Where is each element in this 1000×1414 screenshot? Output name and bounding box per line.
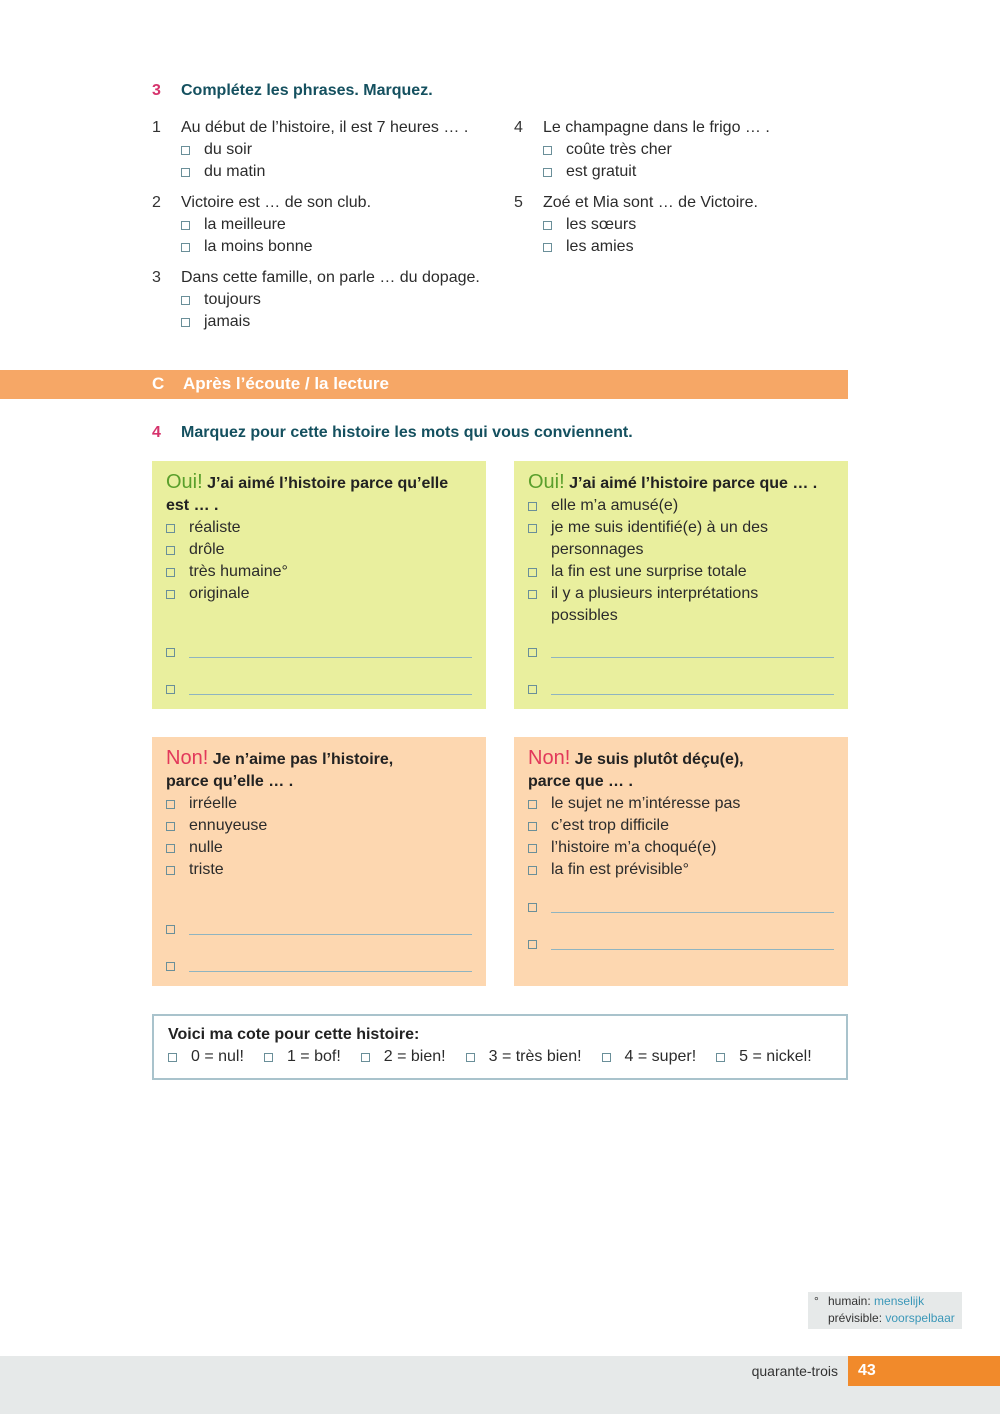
card-heading-text: Je n’aime pas l’histoire, parce qu’elle … . bbox=[166, 751, 394, 790]
card-heading-text: J’ai aimé l’histoire parce que … . bbox=[564, 475, 818, 492]
checkbox[interactable] bbox=[166, 962, 175, 971]
exercise-title: Marquez pour cette histoire les mots qui vous conviennent. bbox=[181, 424, 633, 441]
footnote-word: humain: bbox=[828, 1294, 871, 1308]
section-title: Après l’écoute / la lecture bbox=[183, 374, 389, 393]
question-text: Victoire est … de son club. bbox=[181, 194, 372, 211]
option-label: est gratuit bbox=[566, 163, 637, 180]
question-number: 3 bbox=[152, 269, 161, 286]
option-label: 0 = nul! bbox=[191, 1048, 244, 1065]
write-in-option[interactable] bbox=[166, 644, 472, 658]
oui-label: Oui! bbox=[166, 471, 203, 493]
question-number: 4 bbox=[514, 119, 523, 136]
question-2 bbox=[152, 192, 492, 258]
checkbox[interactable] bbox=[528, 648, 537, 657]
option[interactable] bbox=[181, 311, 502, 333]
checkbox[interactable] bbox=[528, 940, 537, 949]
checkbox[interactable] bbox=[181, 146, 190, 155]
option[interactable] bbox=[543, 236, 834, 258]
checkbox[interactable] bbox=[543, 146, 552, 155]
checkbox[interactable] bbox=[543, 168, 552, 177]
write-in-line[interactable] bbox=[551, 911, 834, 913]
checkbox[interactable] bbox=[166, 648, 175, 657]
write-in-option[interactable] bbox=[528, 644, 834, 658]
option[interactable] bbox=[181, 236, 492, 258]
option-label: 3 = très bien! bbox=[488, 1048, 582, 1065]
checkbox[interactable] bbox=[166, 685, 175, 694]
footnote-translation: voorspelbaar bbox=[885, 1311, 955, 1325]
question-5 bbox=[514, 192, 834, 258]
option-label: 2 = bien! bbox=[383, 1048, 446, 1065]
option[interactable] bbox=[166, 837, 472, 859]
option[interactable] bbox=[543, 161, 834, 183]
option[interactable] bbox=[528, 793, 834, 815]
checkbox[interactable] bbox=[166, 524, 175, 533]
option[interactable] bbox=[181, 139, 492, 161]
section-letter: C bbox=[152, 374, 165, 393]
option-label: originale bbox=[189, 585, 250, 602]
option-label: drôle bbox=[189, 541, 225, 558]
card-heading bbox=[528, 747, 788, 793]
option-label: il y a plusieurs interprétations possibles bbox=[551, 585, 759, 624]
question-3 bbox=[152, 267, 502, 333]
question-text: Dans cette famille, on parle … du dopage. bbox=[181, 269, 480, 286]
exercise-title: Complétez les phrases. Marquez. bbox=[181, 82, 433, 99]
question-number: 2 bbox=[152, 194, 161, 211]
checkbox[interactable] bbox=[166, 568, 175, 577]
page-word: quarante-trois bbox=[751, 1363, 838, 1379]
option[interactable] bbox=[181, 214, 492, 236]
option-label: ennuyeuse bbox=[189, 817, 268, 834]
checkbox[interactable] bbox=[181, 168, 190, 177]
option-label: la fin est une surprise totale bbox=[551, 563, 747, 580]
rating-box bbox=[152, 1014, 848, 1080]
option-label: du matin bbox=[204, 163, 266, 180]
checkbox[interactable] bbox=[528, 685, 537, 694]
option[interactable] bbox=[528, 859, 834, 881]
checkbox[interactable] bbox=[361, 1053, 370, 1062]
option[interactable] bbox=[543, 214, 834, 236]
checkbox[interactable] bbox=[528, 903, 537, 912]
option[interactable] bbox=[528, 583, 834, 627]
option-label: le sujet ne m’intéresse pas bbox=[551, 795, 741, 812]
card-oui-qualities bbox=[152, 461, 486, 709]
checkbox[interactable] bbox=[166, 822, 175, 831]
option[interactable] bbox=[166, 539, 472, 561]
checkbox[interactable] bbox=[166, 590, 175, 599]
write-in-line[interactable] bbox=[551, 948, 834, 950]
rating-option[interactable] bbox=[716, 1046, 811, 1068]
question-1 bbox=[152, 117, 492, 183]
option-label: les sœurs bbox=[566, 216, 637, 233]
option-label: du soir bbox=[204, 141, 253, 158]
card-non-qualities bbox=[152, 737, 486, 986]
option[interactable] bbox=[528, 495, 834, 517]
option-label: jamais bbox=[204, 313, 251, 330]
checkbox[interactable] bbox=[528, 822, 537, 831]
option[interactable] bbox=[528, 837, 834, 859]
option[interactable] bbox=[528, 517, 834, 561]
write-in-line[interactable] bbox=[551, 693, 834, 695]
option-label: la fin est prévisible° bbox=[551, 861, 690, 878]
exercise-number: 4 bbox=[152, 424, 161, 441]
checkbox[interactable] bbox=[528, 800, 537, 809]
rating-option[interactable] bbox=[466, 1046, 582, 1068]
checkbox[interactable] bbox=[166, 866, 175, 875]
rating-option[interactable] bbox=[602, 1046, 697, 1068]
rating-heading: Voici ma cote pour cette histoire: bbox=[168, 1026, 420, 1043]
card-heading bbox=[166, 747, 426, 793]
oui-label: Oui! bbox=[528, 471, 565, 493]
checkbox[interactable] bbox=[716, 1053, 725, 1062]
write-in-line[interactable] bbox=[189, 933, 472, 935]
option[interactable] bbox=[166, 859, 472, 881]
checkbox[interactable] bbox=[181, 243, 190, 252]
card-oui-reasons bbox=[514, 461, 848, 709]
checkbox[interactable] bbox=[528, 590, 537, 599]
option[interactable] bbox=[528, 815, 834, 837]
footnote-entry bbox=[828, 1293, 924, 1310]
option-label: triste bbox=[189, 861, 224, 878]
checkbox[interactable] bbox=[166, 800, 175, 809]
option-label: 1 = bof! bbox=[286, 1048, 341, 1065]
option[interactable] bbox=[166, 793, 472, 815]
option[interactable] bbox=[181, 289, 502, 311]
option[interactable] bbox=[543, 139, 834, 161]
checkbox[interactable] bbox=[168, 1053, 177, 1062]
write-in-option[interactable] bbox=[528, 681, 834, 695]
write-in-line[interactable] bbox=[189, 693, 472, 695]
option-label: nulle bbox=[189, 839, 223, 856]
exercise-number: 3 bbox=[152, 82, 161, 99]
checkbox[interactable] bbox=[166, 844, 175, 853]
rating-option[interactable] bbox=[168, 1046, 244, 1068]
write-in-line[interactable] bbox=[189, 970, 472, 972]
footnote-entry bbox=[828, 1310, 955, 1327]
page-number: 43 bbox=[848, 1356, 1000, 1386]
checkbox[interactable] bbox=[543, 243, 552, 252]
footnote bbox=[808, 1292, 962, 1329]
option[interactable] bbox=[528, 561, 834, 583]
option-label: 5 = nickel! bbox=[739, 1048, 812, 1065]
option[interactable] bbox=[181, 161, 492, 183]
non-label: Non! bbox=[166, 747, 209, 769]
option[interactable] bbox=[166, 583, 472, 605]
option-label: toujours bbox=[204, 291, 261, 308]
write-in-option[interactable] bbox=[528, 899, 834, 913]
checkbox[interactable] bbox=[166, 546, 175, 555]
footnote-symbol: ° bbox=[814, 1294, 819, 1308]
checkbox[interactable] bbox=[528, 524, 537, 533]
checkbox[interactable] bbox=[543, 221, 552, 230]
checkbox[interactable] bbox=[181, 318, 190, 327]
option-label: très humaine° bbox=[189, 563, 288, 580]
write-in-line[interactable] bbox=[551, 656, 834, 658]
rating-options bbox=[168, 1046, 832, 1068]
rating-option[interactable] bbox=[264, 1046, 341, 1068]
checkbox[interactable] bbox=[528, 502, 537, 511]
checkbox[interactable] bbox=[602, 1053, 611, 1062]
write-in-option[interactable] bbox=[166, 681, 472, 695]
question-number: 1 bbox=[152, 119, 161, 136]
write-in-line[interactable] bbox=[189, 656, 472, 658]
checkbox[interactable] bbox=[264, 1053, 273, 1062]
option-label: je me suis identifié(e) à un des personnages bbox=[551, 519, 768, 558]
footnote-translation: menselijk bbox=[874, 1294, 925, 1308]
card-heading-text: J’ai aimé l’histoire parce qu’elle est … . bbox=[166, 475, 449, 514]
option[interactable] bbox=[166, 561, 472, 583]
option-label: la moins bonne bbox=[204, 238, 313, 255]
card-heading bbox=[166, 471, 472, 517]
checkbox[interactable] bbox=[466, 1053, 475, 1062]
rating-option[interactable] bbox=[361, 1046, 446, 1068]
option-label: elle m’a amusé(e) bbox=[551, 497, 679, 514]
option-label: c’est trop difficile bbox=[551, 817, 669, 834]
checkbox[interactable] bbox=[528, 568, 537, 577]
question-text: Zoé et Mia sont … de Victoire. bbox=[543, 194, 758, 211]
write-in-option[interactable] bbox=[528, 936, 834, 950]
question-number: 5 bbox=[514, 194, 523, 211]
option[interactable] bbox=[166, 815, 472, 837]
option-label: l’histoire m’a choqué(e) bbox=[551, 839, 717, 856]
option-label: réaliste bbox=[189, 519, 241, 536]
checkbox[interactable] bbox=[181, 296, 190, 305]
checkbox[interactable] bbox=[528, 844, 537, 853]
checkbox[interactable] bbox=[528, 866, 537, 875]
option-label: les amies bbox=[566, 238, 634, 255]
checkbox[interactable] bbox=[166, 925, 175, 934]
option-label: la meilleure bbox=[204, 216, 286, 233]
option-label: irréelle bbox=[189, 795, 238, 812]
non-label: Non! bbox=[528, 747, 571, 769]
question-text: Le champagne dans le frigo … . bbox=[543, 119, 770, 136]
section-header bbox=[0, 370, 848, 399]
footnote-word: prévisible: bbox=[828, 1311, 883, 1325]
question-text: Au début de l’histoire, il est 7 heures … . bbox=[181, 119, 469, 136]
option[interactable] bbox=[166, 517, 472, 539]
card-non-reasons bbox=[514, 737, 848, 986]
card-heading bbox=[528, 471, 834, 495]
card-heading-text: Je suis plutôt déçu(e), parce que … . bbox=[528, 751, 744, 790]
write-in-option[interactable] bbox=[166, 958, 472, 972]
question-4 bbox=[514, 117, 834, 183]
option-label: coûte très cher bbox=[566, 141, 672, 158]
checkbox[interactable] bbox=[181, 221, 190, 230]
option-label: 4 = super! bbox=[624, 1048, 697, 1065]
write-in-option[interactable] bbox=[166, 921, 472, 935]
